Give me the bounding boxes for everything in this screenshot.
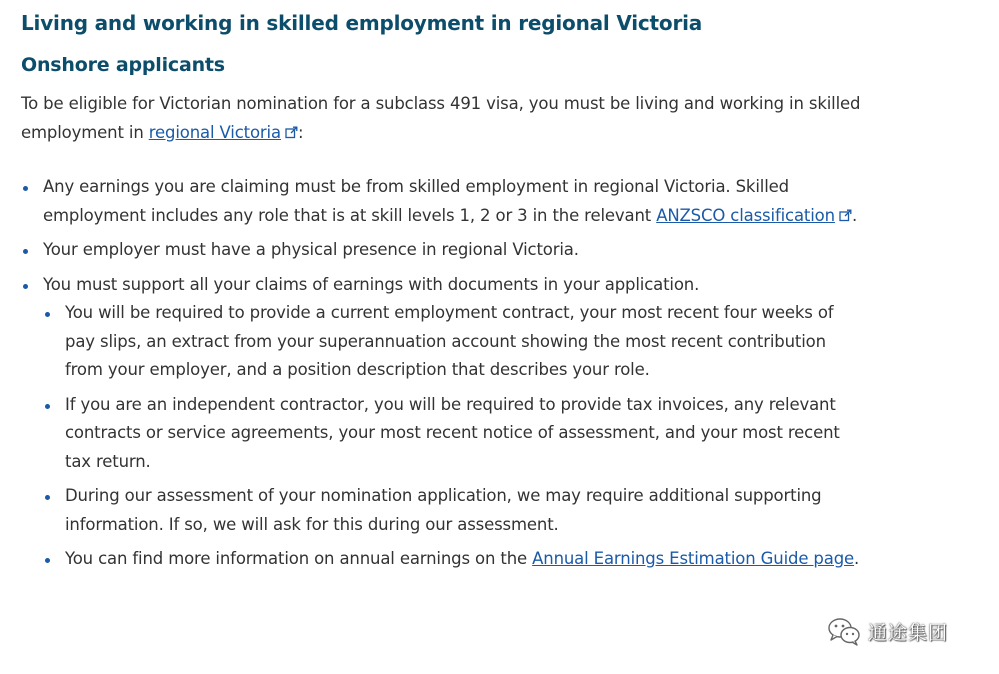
- wechat-icon: [826, 616, 862, 646]
- external-link-icon: [839, 209, 852, 222]
- requirements-list: [21, 173, 861, 574]
- sub-list-item-text: You can find more information on annual earnings on the: [65, 549, 533, 568]
- sub-list-item-tail: .: [854, 549, 860, 568]
- list-item-text: Your employer must have a physical presence in regional Victoria.: [43, 240, 579, 259]
- watermark-text: 通途集团: [868, 621, 949, 644]
- anzsco-link-text: ANZSCO classification: [656, 205, 835, 225]
- sub-list-item-text: During our assessment of your nomination application, we may require additional supporting information. If so, we will ask for this during our assessment.: [65, 486, 822, 534]
- annual-earnings-guide-link[interactable]: Annual Earnings Estimation Guide page: [532, 549, 855, 568]
- sub-list-item: [43, 482, 861, 539]
- intro-text: To be eligible for Victorian nomination for a subclass 491 visa, you must be living and working in skilled employment in: [21, 94, 861, 142]
- sub-list-item-text: You will be required to provide a current employment contract, your most recent four weeks of pay slips, an extract from your superannuation account showing the most recent contribution from your employer, and a position description that describes your role.: [65, 303, 834, 379]
- evidence-sublist: [43, 299, 861, 574]
- section-heading: Onshore applicants: [21, 54, 225, 76]
- intro-paragraph: [21, 90, 861, 147]
- sub-list-item-text: If you are an independent contractor, you will be required to provide tax invoices, any relevant contracts or service agreements, your most recent notice of assessment, and your most recent tax return.: [65, 394, 840, 471]
- list-item: [21, 173, 861, 230]
- regional-victoria-link-text: regional Victoria: [148, 122, 281, 142]
- content: [21, 8, 861, 580]
- sub-list-item: [43, 299, 861, 385]
- watermark: [826, 612, 976, 650]
- intro-tail: :: [297, 122, 304, 142]
- list-item-tail: .: [851, 205, 858, 225]
- external-link-icon: [285, 126, 298, 139]
- regional-victoria-link[interactable]: [149, 123, 298, 142]
- page-heading: Living and working in skilled employment in regional Victoria: [21, 11, 703, 35]
- list-item-text: You must support all your claims of earnings with documents in your application.: [43, 274, 700, 294]
- anzsco-classification-link[interactable]: [656, 206, 852, 225]
- list-item: [21, 236, 861, 265]
- list-item-text: Any earnings you are claiming must be from skilled employment in regional Victoria. Skilled employment includes any role that is at skill levels 1, 2 or 3 in the relevant: [43, 177, 789, 225]
- sub-list-item: [43, 391, 861, 477]
- list-item: [21, 271, 861, 574]
- sub-list-item: [43, 545, 861, 574]
